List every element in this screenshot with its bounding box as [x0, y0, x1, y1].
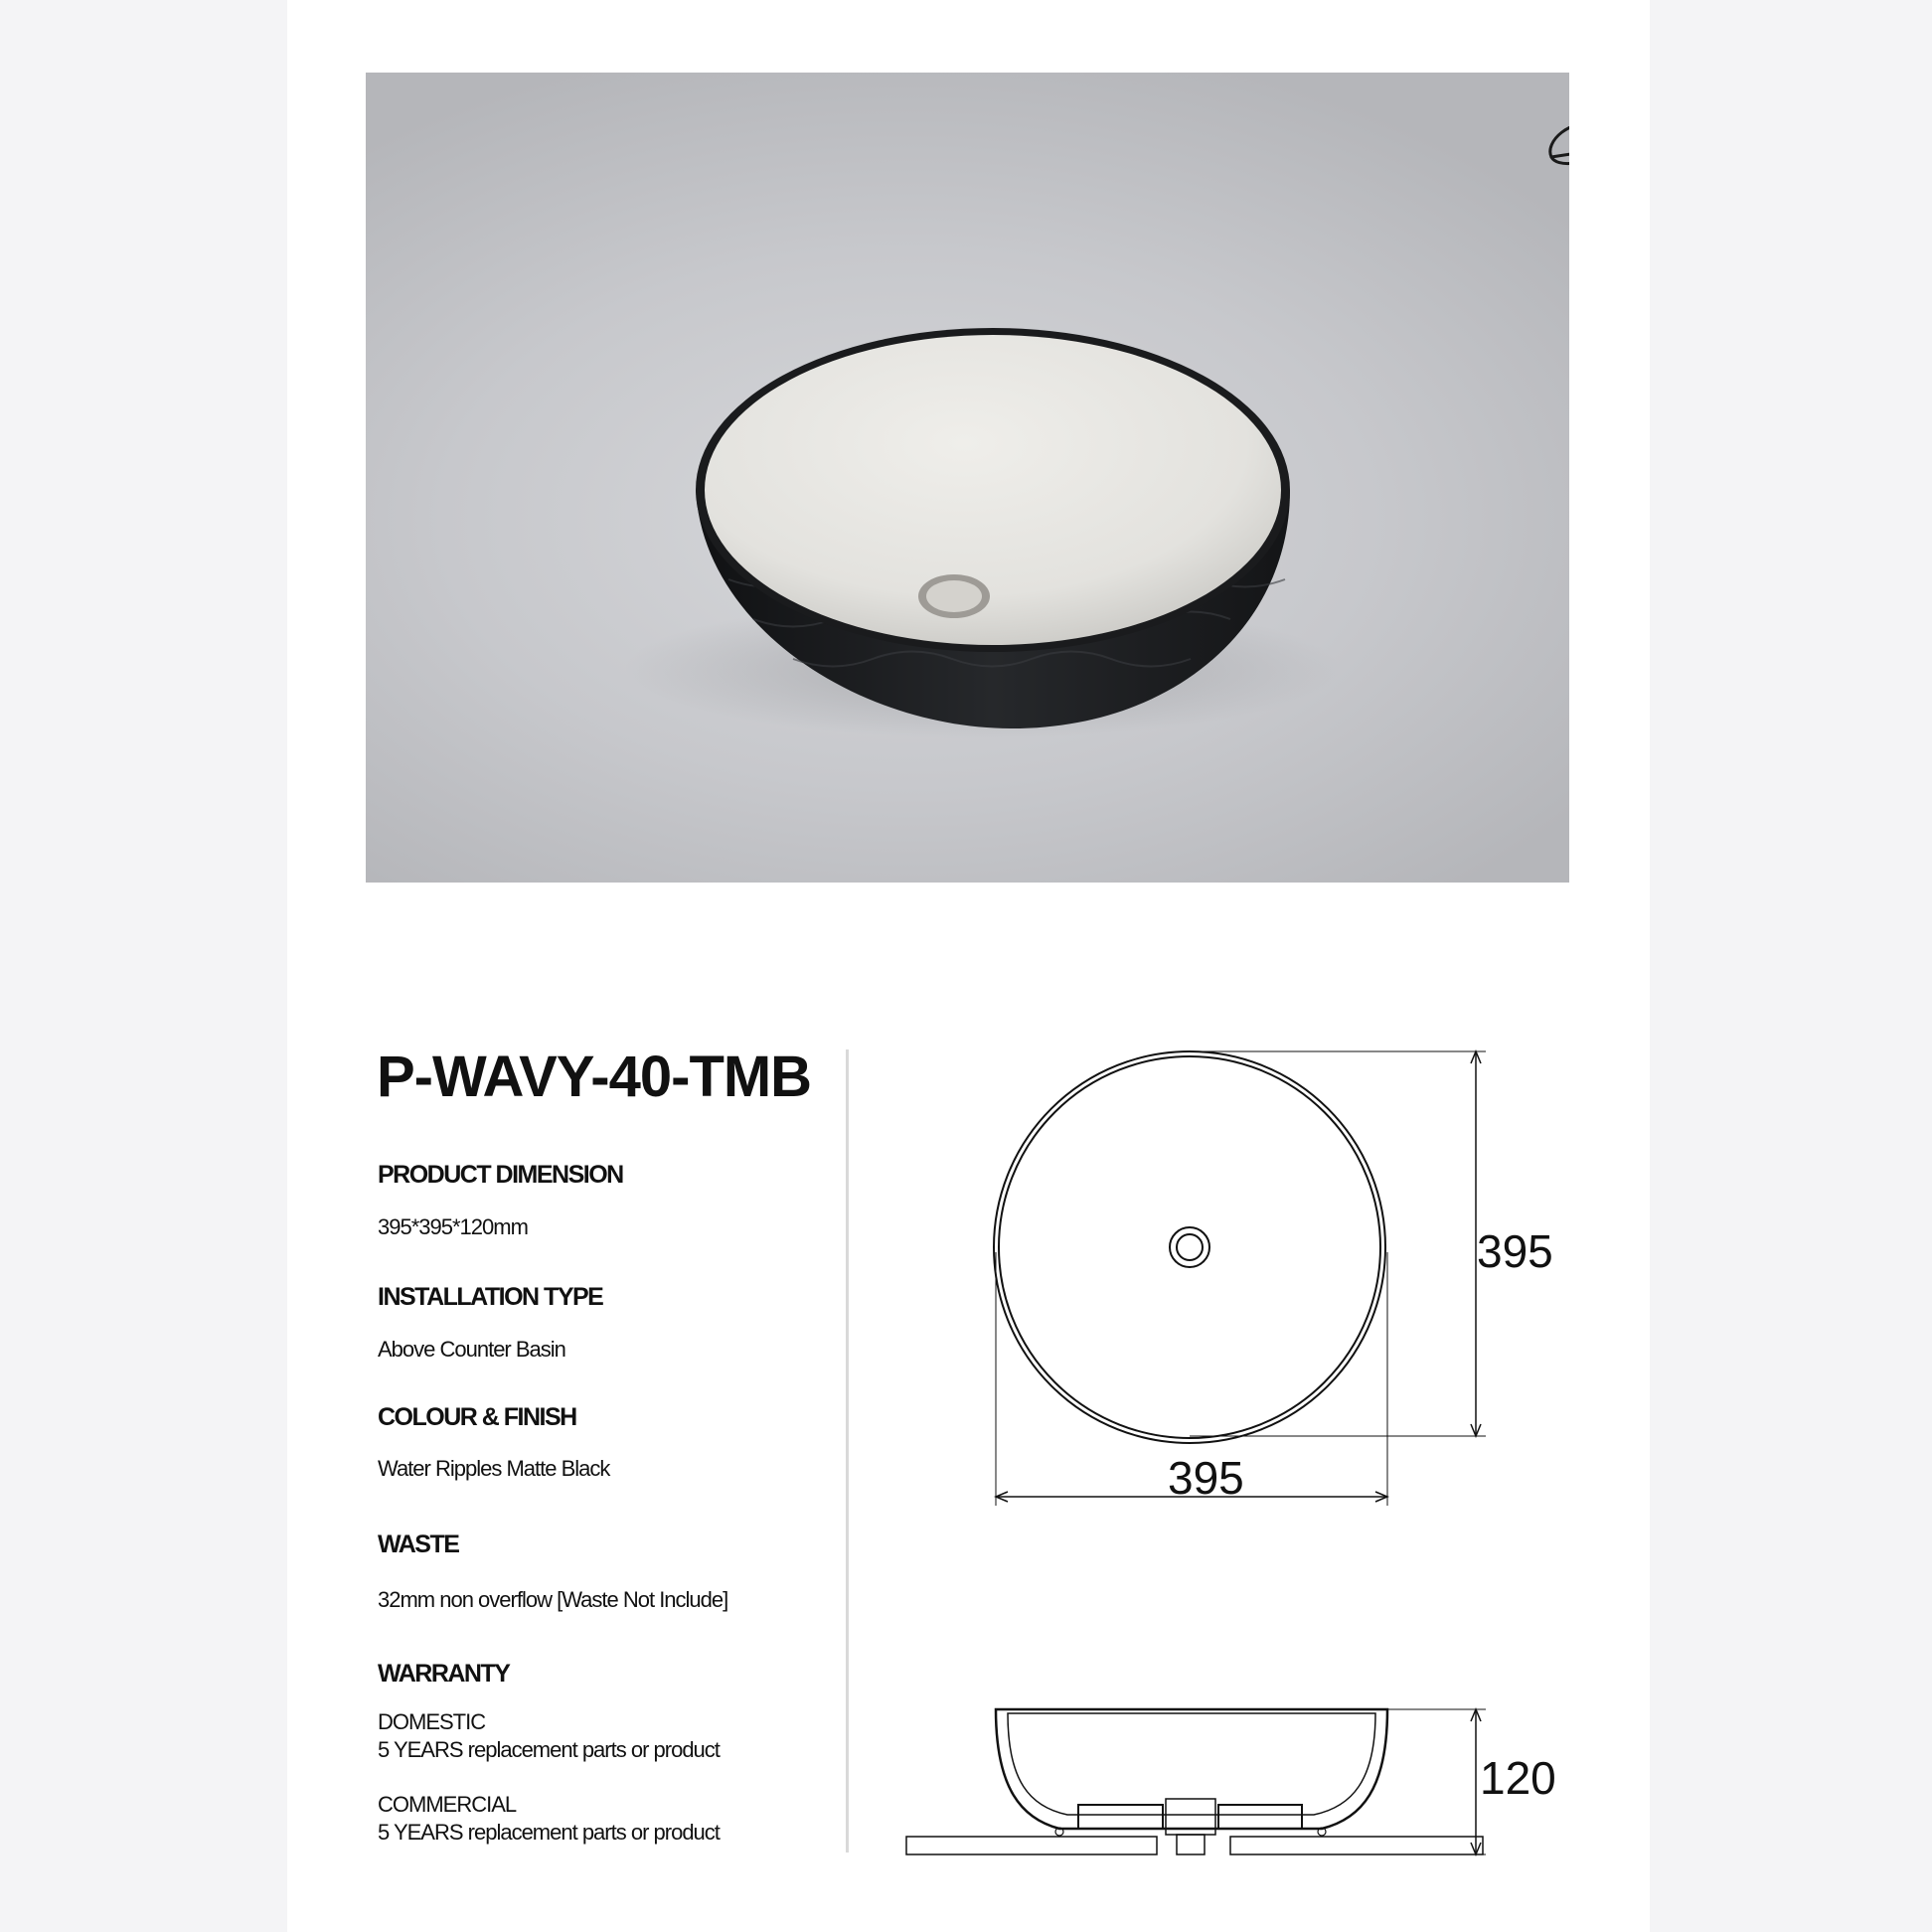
- product-code: P-WAVY-40-TMB: [377, 1045, 812, 1109]
- top-view-height-dimension: 395: [1477, 1225, 1553, 1277]
- spec-waste-label: WASTE: [378, 1530, 459, 1558]
- technical-drawing: [885, 1034, 1600, 1873]
- warranty-commercial-text: 5 YEARS replacement parts or product: [378, 1820, 720, 1845]
- spec-dimension-value: 395*395*120mm: [378, 1214, 528, 1239]
- basin-photo-illustration: [366, 73, 1569, 883]
- basin-interior: [705, 335, 1281, 645]
- spec-installation-label: INSTALLATION TYPE: [378, 1283, 603, 1311]
- column-divider: [846, 1049, 849, 1852]
- product-photo: [366, 73, 1569, 883]
- warranty-domestic-text: 5 YEARS replacement parts or product: [378, 1737, 720, 1762]
- top-view-outer-rim: [994, 1051, 1385, 1443]
- spec-colour-value: Water Ripples Matte Black: [378, 1456, 610, 1481]
- top-view-width-dimension: 395: [1168, 1452, 1244, 1504]
- spec-waste-value: 32mm non overflow [Waste Not Include]: [378, 1587, 728, 1612]
- side-view: [906, 1709, 1483, 1854]
- spec-colour-label: COLOUR & FINISH: [378, 1403, 576, 1431]
- spec-dimension-label: PRODUCT DIMENSION: [378, 1161, 623, 1189]
- spec-installation-value: Above Counter Basin: [378, 1337, 565, 1362]
- warranty-commercial-title: COMMERCIAL: [378, 1792, 517, 1817]
- claya-logo-signature: [1539, 102, 1569, 192]
- spec-warranty-label: WARRANTY: [378, 1660, 510, 1688]
- warranty-domestic-title: DOMESTIC: [378, 1709, 486, 1734]
- side-view-height-dimension: 120: [1480, 1752, 1556, 1804]
